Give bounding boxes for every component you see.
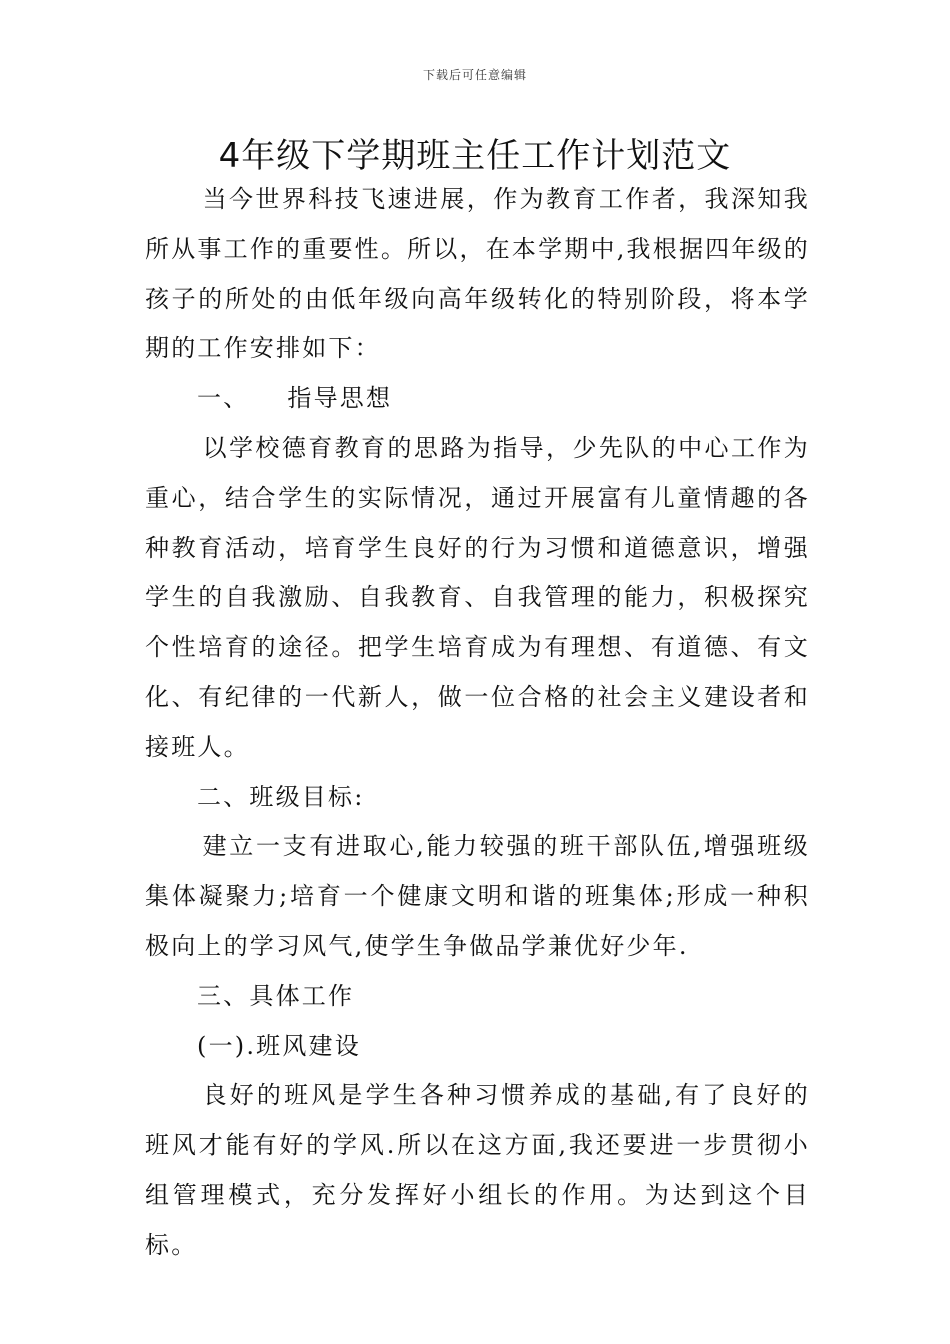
subsection-3-1-heading: (一).班风建设: [197, 1031, 361, 1060]
document-body: [145, 175, 810, 1271]
section-2-paragraph: 建立一支有进取心,能力较强的班干部队伍,增强班级集体凝聚力;培育一个健康文明和谐的班集体;形成一种积极向上的学习风气,使学生争做品学兼优好少年.: [145, 832, 810, 960]
section-3-heading: 三、具体工作: [197, 981, 355, 1010]
section-1-title: 指导思想: [287, 384, 393, 413]
section-1-number: 一、: [197, 384, 250, 413]
intro-paragraph: 当今世界科技飞速进展，作为教育工作者，我深知我所从事工作的重要性。所以，在本学期中,我根据四年级的孩子的所处的由低年级向高年级转化的特别阶段，将本学期的工作安排如下：: [145, 185, 810, 363]
section-2-heading: 二、班级目标:: [197, 782, 365, 811]
section-1-paragraph: 以学校德育教育的思路为指导，少先队的中心工作为重心，结合学生的实际情况，通过开展富有儿童情趣的各种教育活动，培育学生良好的行为习惯和道德意识，增强学生的自我激励、自我教育、自我管理的能力，积极探究个性培育的途径。把学生培育成为有理想、有道德、有文化、有纪律的一代新人，做一位合格的社会主义建设者和接班人。: [145, 433, 810, 761]
document-title: 4年级下学期班主任工作计划范文: [218, 136, 732, 176]
subsection-3-1-paragraph: 良好的班风是学生各种习惯养成的基础,有了良好的班风才能有好的学风.所以在这方面,我还要进一步贯彻小组管理模式，充分发挥好小组长的作用。为达到这个目标。: [145, 1081, 810, 1259]
section-1-heading: [145, 374, 810, 424]
header-note: 下载后可任意编辑: [422, 68, 527, 82]
